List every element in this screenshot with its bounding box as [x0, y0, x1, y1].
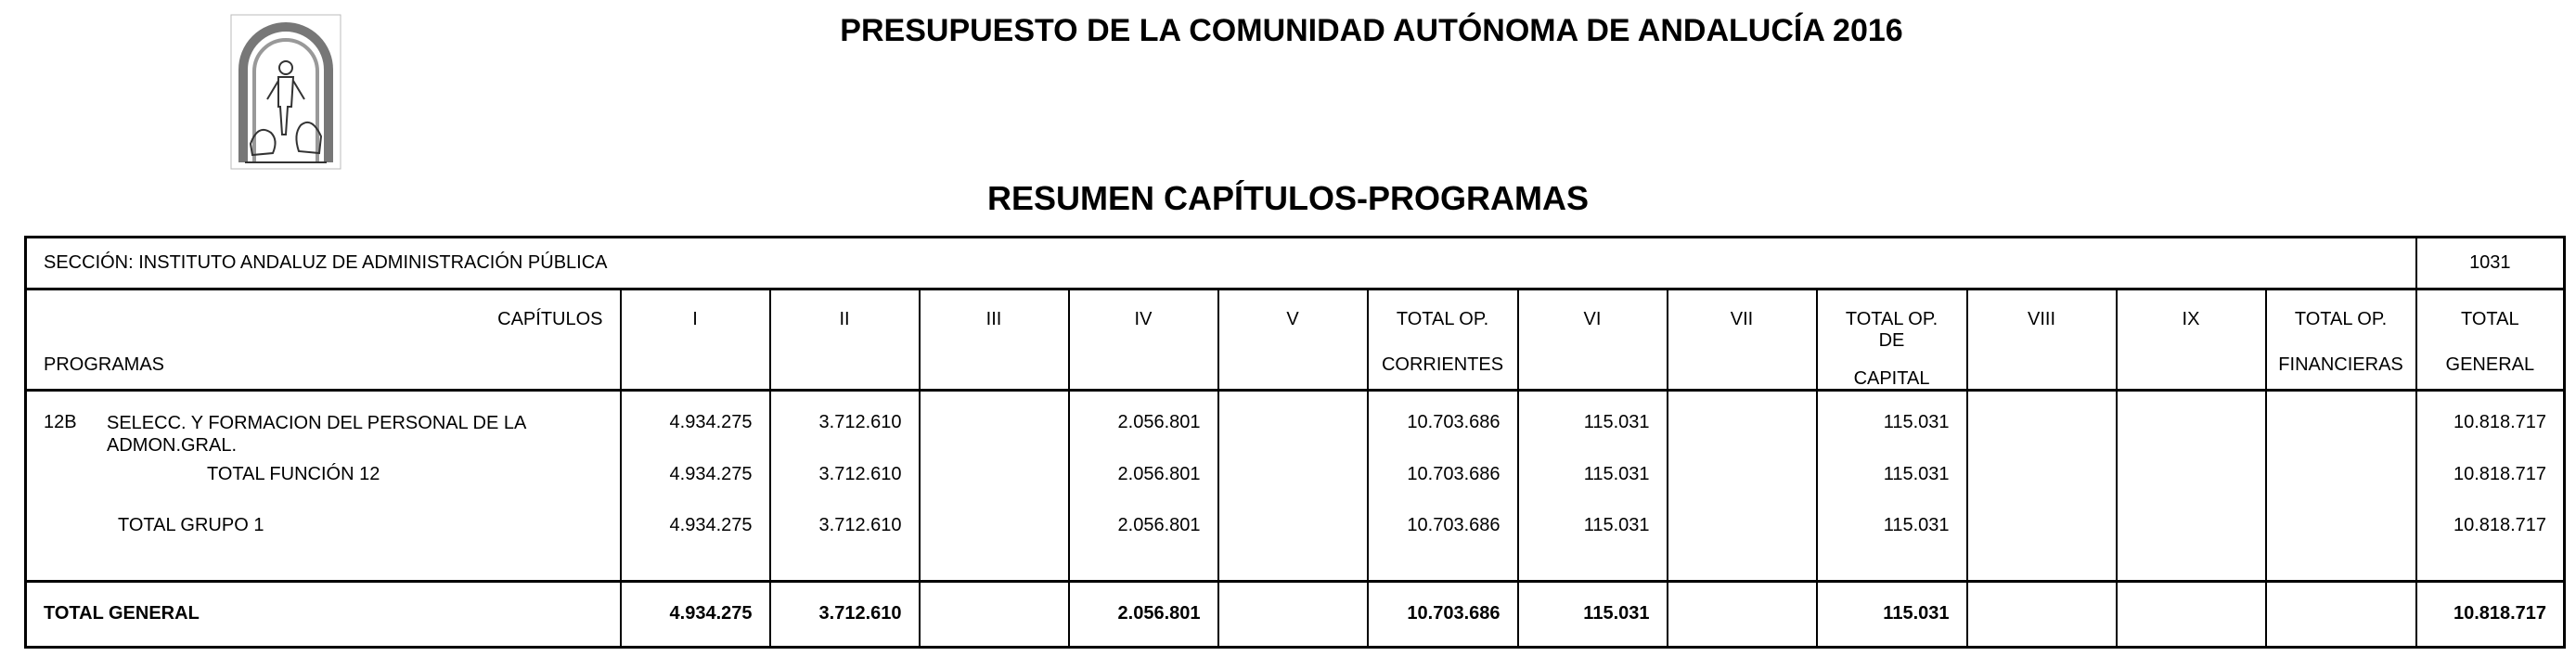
- total-grupo-c8: [1967, 515, 2117, 581]
- header-c5: [1218, 289, 1368, 391]
- total-funcion-c6: 115.031: [1518, 464, 1668, 515]
- total-grupo-c6: 115.031: [1518, 515, 1668, 581]
- total-grupo-c7: [1668, 515, 1817, 581]
- header-c2: [770, 289, 920, 391]
- header-toc-a: TOTAL OP.: [1396, 309, 1489, 329]
- header-c4: [1069, 289, 1218, 391]
- program-c6: 115.031: [1518, 412, 1668, 464]
- total-general-c7: [1668, 581, 1817, 647]
- total-general-c5: [1218, 581, 1368, 647]
- header-tg-b: GENERAL: [2445, 354, 2535, 375]
- program-tg: 10.818.717: [2416, 412, 2565, 464]
- header-c2-label: II: [839, 309, 850, 329]
- total-funcion-tfin: [2266, 464, 2416, 515]
- header-c8-label: VIII: [2027, 309, 2055, 329]
- total-grupo-c4: 2.056.801: [1069, 515, 1218, 581]
- header-c1-label: I: [692, 309, 698, 329]
- page-title: PRESUPUESTO DE LA COMUNIDAD AUTÓNOMA DE ANDALUCÍA 2016: [840, 13, 1903, 48]
- header-c7-label: VII: [1730, 309, 1754, 329]
- total-general-c2: 3.712.610: [770, 581, 920, 647]
- total-general-c1: 4.934.275: [621, 581, 770, 647]
- total-funcion-tg: 10.818.717: [2416, 464, 2565, 515]
- program-tcap: 115.031: [1817, 412, 1967, 464]
- total-funcion-tcap: 115.031: [1817, 464, 1967, 515]
- header-c6: [1518, 289, 1668, 391]
- header-c3: [920, 289, 1069, 391]
- total-general-c6: 115.031: [1518, 581, 1668, 647]
- program-code: 12B: [44, 412, 77, 432]
- header-c9: [2117, 289, 2266, 391]
- header-total-financieras: [2266, 289, 2416, 391]
- header-c3-label: III: [985, 309, 1002, 329]
- total-funcion-c8: [1967, 464, 2117, 515]
- total-funcion-c2: 3.712.610: [770, 464, 920, 515]
- total-grupo-tg: 10.818.717: [2416, 515, 2565, 581]
- total-grupo-c3: [920, 515, 1069, 581]
- section-row: [26, 238, 2565, 289]
- total-grupo-toc: 10.703.686: [1368, 515, 1518, 581]
- program-c7: [1668, 412, 1817, 464]
- total-general-toc: 10.703.686: [1368, 581, 1518, 647]
- program-label: [26, 412, 621, 464]
- header-capitulos: CAPÍTULOS: [497, 309, 603, 329]
- program-name: SELECC. Y FORMACION DEL PERSONAL DE LA ADMON.GRAL.: [107, 413, 526, 456]
- total-general-label: TOTAL GENERAL: [26, 581, 621, 647]
- total-grupo-label: TOTAL GRUPO 1: [118, 515, 264, 535]
- page-subtitle: RESUMEN CAPÍTULOS-PROGRAMAS: [986, 179, 1590, 217]
- total-funcion-c4: 2.056.801: [1069, 464, 1218, 515]
- header-tfin-b: FINANCIERAS: [2278, 354, 2403, 375]
- header-programas: PROGRAMAS: [44, 354, 165, 375]
- header-c1: [621, 289, 770, 391]
- header-total-corrientes: [1368, 289, 1518, 391]
- header-total-general: [2416, 289, 2565, 391]
- header-tcap-a: TOTAL OP. DE: [1845, 309, 1938, 351]
- total-grupo-c1: 4.934.275: [621, 515, 770, 581]
- total-funcion-c3: [920, 464, 1069, 515]
- header-c9-label: IX: [2182, 309, 2200, 329]
- program-c4: 2.056.801: [1069, 412, 1218, 464]
- header-c5-label: V: [1286, 309, 1299, 329]
- total-funcion-c5: [1218, 464, 1368, 515]
- total-funcion-c9: [2117, 464, 2266, 515]
- program-toc: 10.703.686: [1368, 412, 1518, 464]
- header-capitulos-programas: [26, 289, 621, 391]
- program-c5: [1218, 412, 1368, 464]
- total-funcion-label: TOTAL FUNCIÓN 12: [207, 464, 380, 484]
- header-c7: [1668, 289, 1817, 391]
- total-general-c4: 2.056.801: [1069, 581, 1218, 647]
- program-c1: 4.934.275: [621, 412, 770, 464]
- table-row-total-funcion: [26, 464, 2565, 515]
- total-general-tg: 10.818.717: [2416, 581, 2565, 647]
- section-label: SECCIÓN: INSTITUTO ANDALUZ DE ADMINISTRACIÓN PÚBLICA: [26, 238, 2416, 289]
- header-c8: [1967, 289, 2117, 391]
- total-grupo-c9: [2117, 515, 2266, 581]
- total-general-tcap: 115.031: [1817, 581, 1967, 647]
- section-code: 1031: [2416, 238, 2565, 289]
- table-row-total-grupo: [26, 515, 2565, 581]
- total-funcion-toc: 10.703.686: [1368, 464, 1518, 515]
- program-c3: [920, 412, 1069, 464]
- table-row-total-general: [26, 581, 2565, 647]
- header-total-capital: [1817, 289, 1967, 391]
- header-c4-label: IV: [1134, 309, 1153, 329]
- program-c9: [2117, 412, 2266, 464]
- total-general-c9: [2117, 581, 2266, 647]
- header-c6-label: VI: [1583, 309, 1602, 329]
- budget-table: [24, 236, 2566, 649]
- table-row-program: [26, 412, 2565, 464]
- total-funcion-c7: [1668, 464, 1817, 515]
- header-tfin-a: TOTAL OP.: [2294, 309, 2388, 329]
- program-c8: [1967, 412, 2117, 464]
- total-general-c3: [920, 581, 1069, 647]
- total-funcion-c1: 4.934.275: [621, 464, 770, 515]
- total-general-c8: [1967, 581, 2117, 647]
- total-funcion-label-cell: [26, 464, 621, 515]
- header-tcap-b: CAPITAL: [1853, 368, 1930, 389]
- total-grupo-label-cell: [26, 515, 621, 581]
- total-general-tfin: [2266, 581, 2416, 647]
- total-grupo-c2: 3.712.610: [770, 515, 920, 581]
- program-c2: 3.712.610: [770, 412, 920, 464]
- total-grupo-tcap: 115.031: [1817, 515, 1967, 581]
- header-tg-a: TOTAL: [2461, 309, 2519, 329]
- column-header-row: [26, 289, 2565, 391]
- total-grupo-tfin: [2266, 515, 2416, 581]
- header-toc-b: CORRIENTES: [1381, 354, 1504, 375]
- spacer-row: [26, 391, 2565, 413]
- program-tfin: [2266, 412, 2416, 464]
- total-grupo-c5: [1218, 515, 1368, 581]
